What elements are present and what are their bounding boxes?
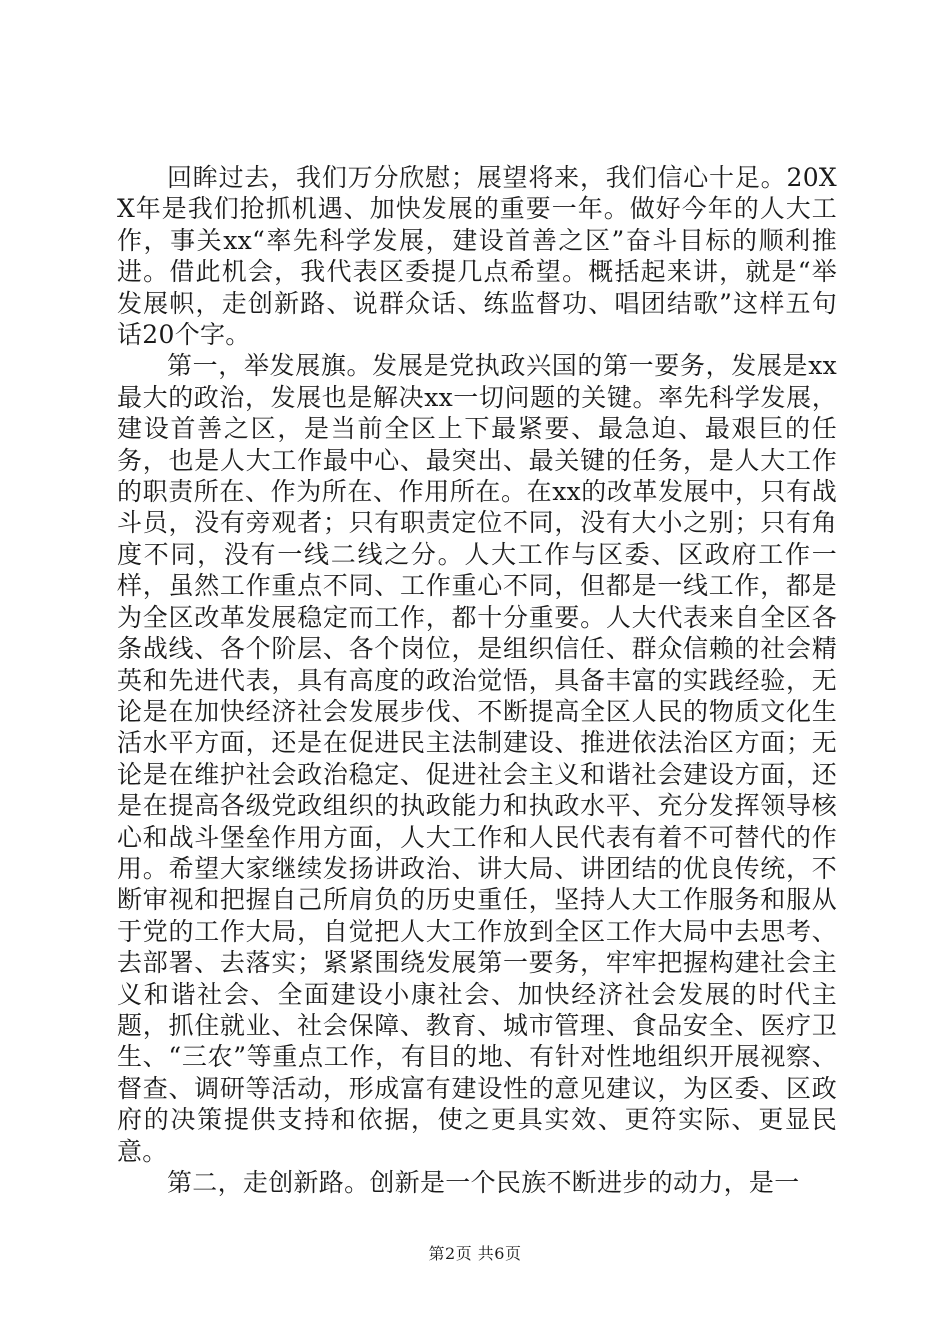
document-body	[117, 162, 837, 1198]
paragraph-second-point: 第二，走创新路。创新是一个民族不断进步的动力，是一	[167, 1168, 800, 1197]
page-number-footer: 第2页 共6页	[428, 1244, 522, 1263]
paragraph-intro: 回眸过去，我们万分欣慰；展望将来，我们信心十足。20XX年是我们抢抓机遇、加快发展的重要一年。做好今年的人大工作，事关xx“率先科学发展，建设首善之区”奋斗目标的顺利推进。借此机会，我代表区委提几点希望。概括起来讲，就是“举发展帜，走创新路、说群众话、练监督功、唱团结歌”这样五句话20个字。	[117, 163, 837, 350]
paragraph-first-point: 第一，举发展旗。发展是党执政兴国的第一要务，发展是xx最大的政治，发展也是解决xx一切问题的关键。率先科学发展，建设首善之区，是当前全区上下最紧要、最急迫、最艰巨的任务，也是人大工作最中心、最突出、最关键的任务，是人大工作的职责所在、作为所在、作用所在。在xx的改革发展中，只有战斗员，没有旁观者；只有职责定位不同，没有大小之别；只有角度不同，没有一线二线之分。人大工作与区委、区政府工作一样，虽然工作重点不同、工作重心不同，但都是一线工作，都是为全区改革发展稳定而工作，都十分重要。人大代表来自全区各条战线、各个阶层、各个岗位，是组织信任、群众信赖的社会精英和先进代表，具有高度的政治觉悟，具备丰富的实践经验，无论是在加快经济社会发展步伐、不断提高全区人民的物质文化生活水平方面，还是在促进民主法制建设、推进依法治区方面；无论是在维护社会政治稳定、促进社会主义和谐社会建设方面，还是在提高各级党政组织的执政能力和执政水平、充分发挥领导核心和战斗堡垒作用方面，人大工作和人民代表有着不可替代的作用。希望大家继续发扬讲政治、讲大局、讲团结的优良传统，不断审视和把握自己所肩负的历史重任，坚持人大工作服务和服从于党的工作大局，自觉把人大工作放到全区工作大局中去思考、去部署、去落实；紧紧围绕发展第一要务，牢牢把握构建社会主义和谐社会、全面建设小康社会、加快经济社会发展的时代主题，抓住就业、社会保障、教育、城市管理、食品安全、医疗卫生、“三农”等重点工作，有目的地、有针对性地组织开展视察、督查、调研等活动，形成富有建设性的意见建议，为区委、区政府的决策提供支持和依据，使之更具实效、更符实际、更显民意。	[117, 351, 837, 1166]
